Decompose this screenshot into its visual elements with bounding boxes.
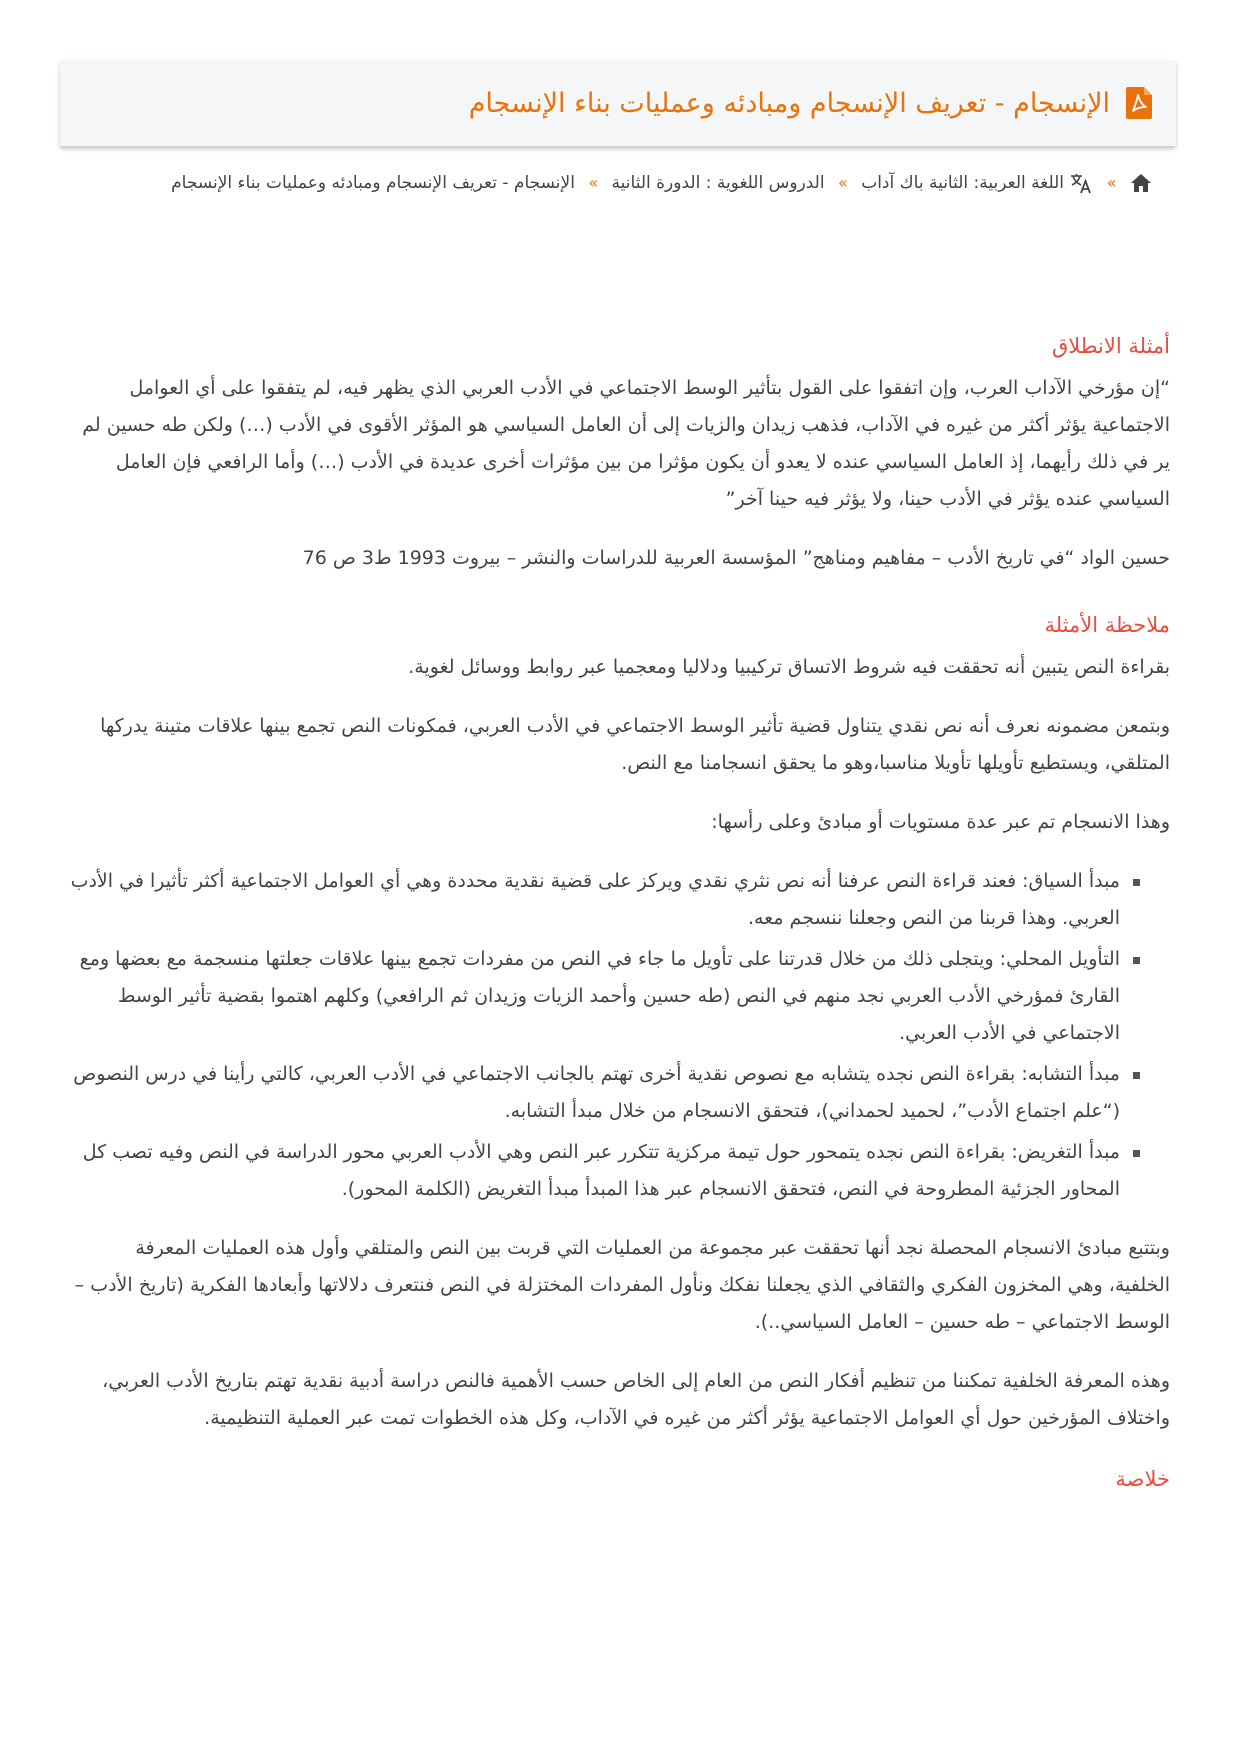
observation-paragraph-3: وهذا الانسجام تم عبر عدة مستويات أو مبادئ وعلى رأسها: bbox=[711, 811, 1170, 833]
heading-summary: خلاصة bbox=[1115, 1467, 1170, 1491]
principle-topicalization: مبدأ التغريض: بقراءة النص نجده يتمحور حول تيمة مركزية تتكرر عبر النص وهي الأدب العربي محور الدراسة في النص وفيه تصب كل المحاور الجزئية المطروحة في النص، فتحقق الانسجام عبر هذا المبدأ مبدأ التغريض (الكلمة المحور). bbox=[82, 1141, 1120, 1200]
article-content bbox=[70, 326, 1170, 1503]
breadcrumb bbox=[152, 166, 1152, 200]
list-item bbox=[70, 1134, 1140, 1208]
principle-context: مبدأ السياق: فعند قراءة النص عرفنا أنه نص نثري نقدي ويركز على قضية نقدية محددة وهي أي العوامل الاجتماعية أكثر تأثيرا في الأدب العربي. وهذا قربنا من النص وجعلنا ننسجم معه. bbox=[70, 870, 1120, 929]
breadcrumb-link-linguistic-lessons[interactable]: الدروس اللغوية : الدورة الثانية bbox=[611, 173, 825, 193]
principle-similarity: مبدأ التشابه: بقراءة النص نجده يتشابه مع نصوص نقدية أخرى تهتم بالجانب الاجتماعي في الأدب العربي، كالتي رأينا في درس النصوص (“علم اجتماع الأدب”، لحميد لحمداني)، فتحقق الانسجام من خلال مبدأ التشابه. bbox=[73, 1063, 1120, 1122]
bullet-icon bbox=[1133, 1072, 1140, 1079]
translate-icon bbox=[1069, 172, 1093, 194]
list-item bbox=[70, 941, 1140, 1052]
bullet-icon bbox=[1133, 879, 1140, 886]
observation-paragraph-5: وهذه المعرفة الخلفية تمكننا من تنظيم أفكار النص من العام إلى الخاص حسب الأهمية فالنص دراسة أدبية نقدية تهتم بتاريخ الأدب العربي، واختلاف المؤرخين حول أي العوامل الاجتماعية يؤثر أكثر من غيره في الآداب، وكل هذه الخطوات تمت عبر العملية التنظيمية. bbox=[102, 1370, 1170, 1429]
bullet-icon bbox=[1133, 1150, 1140, 1157]
observation-paragraph-2: وبتمعن مضمونه نعرف أنه نص نقدي يتناول قضية تأثير الوسط الاجتماعي في الأدب العربي، فمكونات النص تجمع بينها علاقات متينة يدركها المتلقي، ويستطيع تأويلها تأويلا مناسبا،وهو ما يحقق انسجامنا مع النص. bbox=[100, 715, 1170, 774]
breadcrumb-current: الإنسجام - تعريف الإنسجام ومبادئه وعمليات بناء الإنسجام bbox=[171, 173, 575, 193]
bullet-icon bbox=[1133, 957, 1140, 964]
quote-paragraph: “إن مؤرخي الآداب العرب، وإن اتفقوا على القول بتأثير الوسط الاجتماعي في الأدب العربي الذي يظهر فيه، لم يتفقوا على أي العوامل الاجتماعية يؤثر أكثر من غيره في الآداب، فذهب زيدان والزيات إلى أن العامل السياسي هو المؤثر الأقوى في الأدب (…) ولكن طه حسين لم ير في ذلك رأيهما، إذ العامل السياسي عنده لا يعدو أن يكون مؤثرا من بين مؤثرات أخرى عديدة في الأدب (…) وأما الرافعي فإن العامل السياسي عنده يؤثر في الأدب حينا، ولا يؤثر فيه حينا آخر” bbox=[82, 377, 1170, 510]
list-item bbox=[70, 863, 1140, 937]
heading-observation: ملاحظة الأمثلة bbox=[1044, 613, 1170, 637]
observation-paragraph-1: بقراءة النص يتبين أنه تحققت فيه شروط الاتساق تركيبيا ودلاليا ومعجميا عبر روابط ووسائل لغوية. bbox=[408, 656, 1170, 678]
breadcrumb-separator: » bbox=[838, 173, 848, 192]
page-title-bar bbox=[60, 60, 1176, 146]
principle-local-interpretation: التأويل المحلي: ويتجلى ذلك من خلال قدرتنا على تأويل ما جاء في النص من مفردات تجمع بينها علاقات جعلتها منسجمة مع بعضها ومع القارئ فمؤرخي الأدب العربي نجد منهم في النص (طه حسين وأحمد الزيات وزيدان ثم الرافعي) وكلهم اهتموا بقضية تأثير الوسط الاجتماعي في الأدب العربي. bbox=[79, 948, 1120, 1044]
home-icon[interactable] bbox=[1130, 173, 1152, 193]
heading-starting-examples: أمثلة الانطلاق bbox=[1051, 334, 1170, 358]
list-item bbox=[70, 1056, 1140, 1130]
principles-list bbox=[70, 863, 1170, 1208]
page-title: الإنسجام - تعريف الإنسجام ومبادئه وعمليات بناء الإنسجام bbox=[468, 87, 1110, 119]
quote-source: حسين الواد “في تاريخ الأدب – مفاهيم ومناهج” المؤسسة العربية للدراسات والنشر – بيروت 1993 ط3 ص 76 bbox=[302, 547, 1170, 569]
breadcrumb-link-arabic-language[interactable]: اللغة العربية: الثانية باك آداب bbox=[861, 173, 1064, 193]
breadcrumb-separator: » bbox=[588, 173, 599, 192]
breadcrumb-separator: » bbox=[1106, 173, 1117, 192]
observation-paragraph-4: وبتتبع مبادئ الانسجام المحصلة نجد أنها تحققت عبر مجموعة من العمليات التي قربت بين النص والمتلقي وأول هذه العمليات المعرفة الخلفية، وهي المخزون الفكري والثقافي الذي يجعلنا نفكك ونأول المفردات المختزلة في النص فنتعرف دلالاتها وأبعادها الفكرية (تاريخ الأدب – الوسط الاجتماعي – طه حسين – العامل السياسي..). bbox=[74, 1237, 1170, 1333]
pdf-icon[interactable] bbox=[1124, 86, 1154, 120]
